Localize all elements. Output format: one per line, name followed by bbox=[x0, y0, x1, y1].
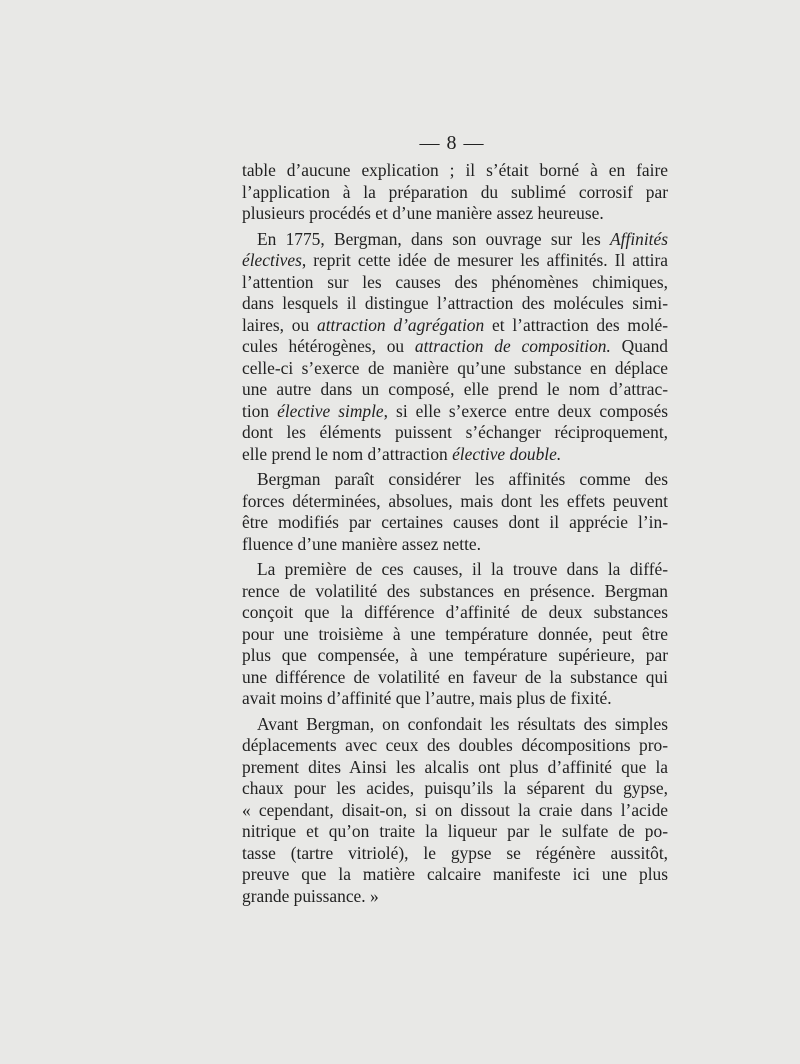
page-number: — 8 — bbox=[419, 132, 485, 154]
paragraph bbox=[242, 160, 668, 225]
text-line: pour une troisième à une température donnée, peut être bbox=[242, 623, 668, 644]
italic-term: attraction de composition. bbox=[414, 336, 611, 356]
text-line: une autre dans un composé, elle prend le nom d’attrac- bbox=[242, 379, 668, 399]
italic-term: élective double. bbox=[452, 443, 562, 464]
text-line: rence de volatilité des substances en présence. Bergman bbox=[242, 580, 668, 601]
italic-term: élective simple bbox=[277, 400, 384, 421]
text-line: forces déterminées, absolues, mais dont les effets peuvent bbox=[242, 490, 668, 511]
body-text bbox=[242, 160, 668, 907]
paragraph bbox=[242, 559, 668, 710]
paragraph bbox=[242, 229, 668, 466]
text-line: déplacements avec ceux des doubles décompositions pro- bbox=[242, 735, 668, 755]
text-line: tasse (tartre vitriolé), le gypse se régénère aussitôt, bbox=[242, 842, 668, 863]
text-line: La première de ces causes, il la trouve dans la diffé- bbox=[257, 559, 668, 579]
paragraph bbox=[242, 469, 668, 555]
text-line: dans lesquels il distingue l’attraction des molécules simi- bbox=[242, 293, 668, 313]
text-line: chaux pour les acides, puisqu’ils la séparent du gypse, bbox=[242, 778, 668, 798]
text-line: dont les éléments puissent s’échanger réciproquement, bbox=[242, 422, 668, 442]
text-line: avait moins d’affinité que l’autre, mais plus de fixité. bbox=[242, 688, 612, 708]
text-line: tion élective simple, si elle s’exerce entre deux composés bbox=[242, 400, 669, 421]
text-line: laires, ou attraction d’agrégation et l’attraction des molé- bbox=[242, 314, 668, 335]
text-line: électives, reprit cette idée de mesurer les affinités. Il attira bbox=[242, 250, 668, 270]
text-line: l’attention sur les causes des phénomènes chimiques, bbox=[242, 271, 668, 292]
text-line: fluence d’une manière assez nette. bbox=[242, 533, 481, 554]
text-line: plusieurs procédés et d’une manière assez heureuse. bbox=[242, 203, 604, 223]
italic-term: électives bbox=[242, 250, 302, 270]
text-line: « cependant, disait-on, si on dissout la craie dans l’acide bbox=[242, 799, 668, 820]
text-line: En 1775, Bergman, dans son ouvrage sur les Affinités bbox=[257, 228, 668, 249]
paragraph bbox=[242, 714, 668, 908]
text-line: preuve que la matière calcaire manifeste ici une plus bbox=[242, 864, 668, 884]
text-line: grande puissance. » bbox=[242, 885, 379, 906]
text-line: celle-ci s’exerce de manière qu’une substance en déplace bbox=[242, 357, 668, 378]
text-line: conçoit que la différence d’affinité de deux substances bbox=[242, 602, 668, 622]
text-line: elle prend le nom d’attraction élective double. bbox=[242, 443, 562, 464]
text-line: nitrique et qu’on traite la liqueur par le sulfate de po- bbox=[242, 821, 668, 841]
text-line: prement dites Ainsi les alcalis ont plus d’affinité que la bbox=[242, 756, 668, 777]
text-line: cules hétérogènes, ou attraction de composition. Quand bbox=[242, 336, 668, 356]
italic-term: attraction d’agrégation bbox=[317, 314, 485, 335]
text-line: Avant Bergman, on confondait les résultats des simples bbox=[257, 713, 668, 734]
italic-term: Affinités bbox=[610, 228, 668, 249]
text-line: une différence de volatilité en faveur de la substance qui bbox=[242, 666, 668, 687]
text-line: l’application à la préparation du sublimé corrosif par bbox=[242, 181, 668, 202]
text-line: plus que compensée, à une température supérieure, par bbox=[242, 645, 668, 665]
text-line: être modifiés par certaines causes dont il apprécie l’in- bbox=[242, 512, 668, 532]
text-line: Bergman paraît considérer les affinités comme des bbox=[257, 469, 668, 489]
text-line: table d’aucune explication ; il s’était borné à en faire bbox=[242, 160, 668, 180]
